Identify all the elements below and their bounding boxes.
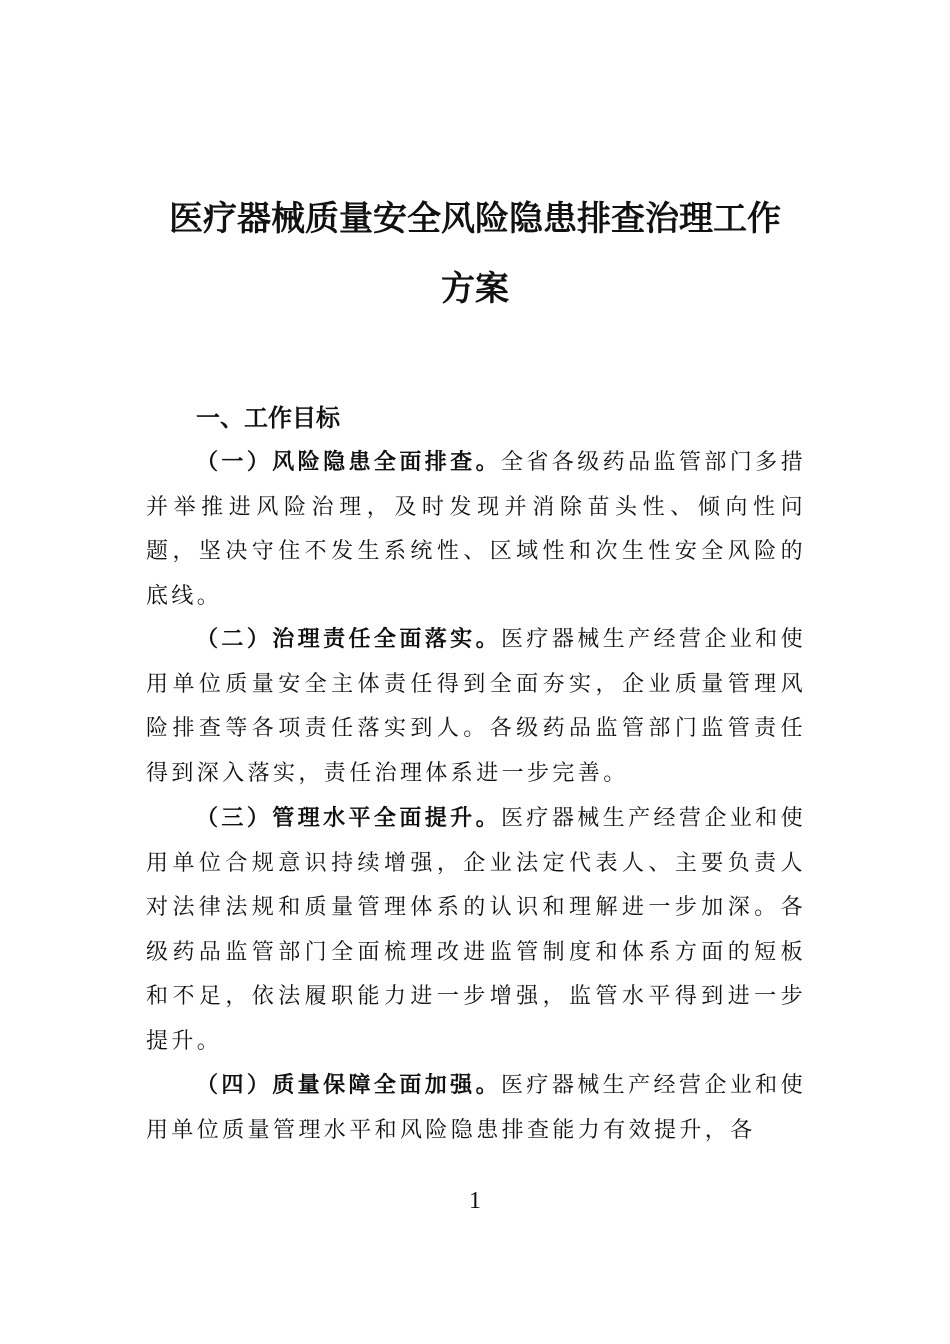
paragraph-body: 医疗器械生产经营企业和使用单位质量管理水平和风险隐患排查能力有效提升，各 (146, 1073, 806, 1143)
page-number: 1 (469, 1188, 481, 1214)
paragraph (146, 617, 806, 796)
paragraph-lead: （一）风险隐患全面排查。 (196, 449, 502, 475)
paragraph (146, 796, 806, 1064)
paragraph-lead: （三）管理水平全面提升。 (196, 805, 502, 831)
document-title-line-2: 方案 (441, 269, 509, 309)
paragraph (146, 1063, 806, 1153)
paragraph-body: 医疗器械生产经营企业和使用单位合规意识持续增强，企业法定代表人、主要负责人对法律法规和质量管理体系的认识和理解进一步加深。各级药品监管部门全面梳理改进监管制度和体系方面的短板和不足，依法履职能力进一步增强，监管水平得到进一步提升。 (146, 806, 806, 1054)
paragraph-body: 医疗器械生产经营企业和使用单位质量安全主体责任得到全面夯实，企业质量管理风险排查等各项责任落实到人。各级药品监管部门监管责任得到深入落实，责任治理体系进一步完善。 (146, 627, 806, 786)
paragraph-body: 全省各级药品监管部门多措并举推进风险治理，及时发现并消除苗头性、倾向性问题，坚决守住不发生系统性、区域性和次生性安全风险的底线。 (146, 450, 806, 609)
paragraph-lead: （二）治理责任全面落实。 (196, 626, 502, 652)
paragraph (146, 440, 806, 619)
paragraph-lead: （四）质量保障全面加强。 (196, 1072, 502, 1098)
section-heading: 一、工作目标 (196, 404, 340, 432)
document-title-line-1: 医疗器械质量安全风险隐患排查治理工作 (169, 199, 781, 239)
